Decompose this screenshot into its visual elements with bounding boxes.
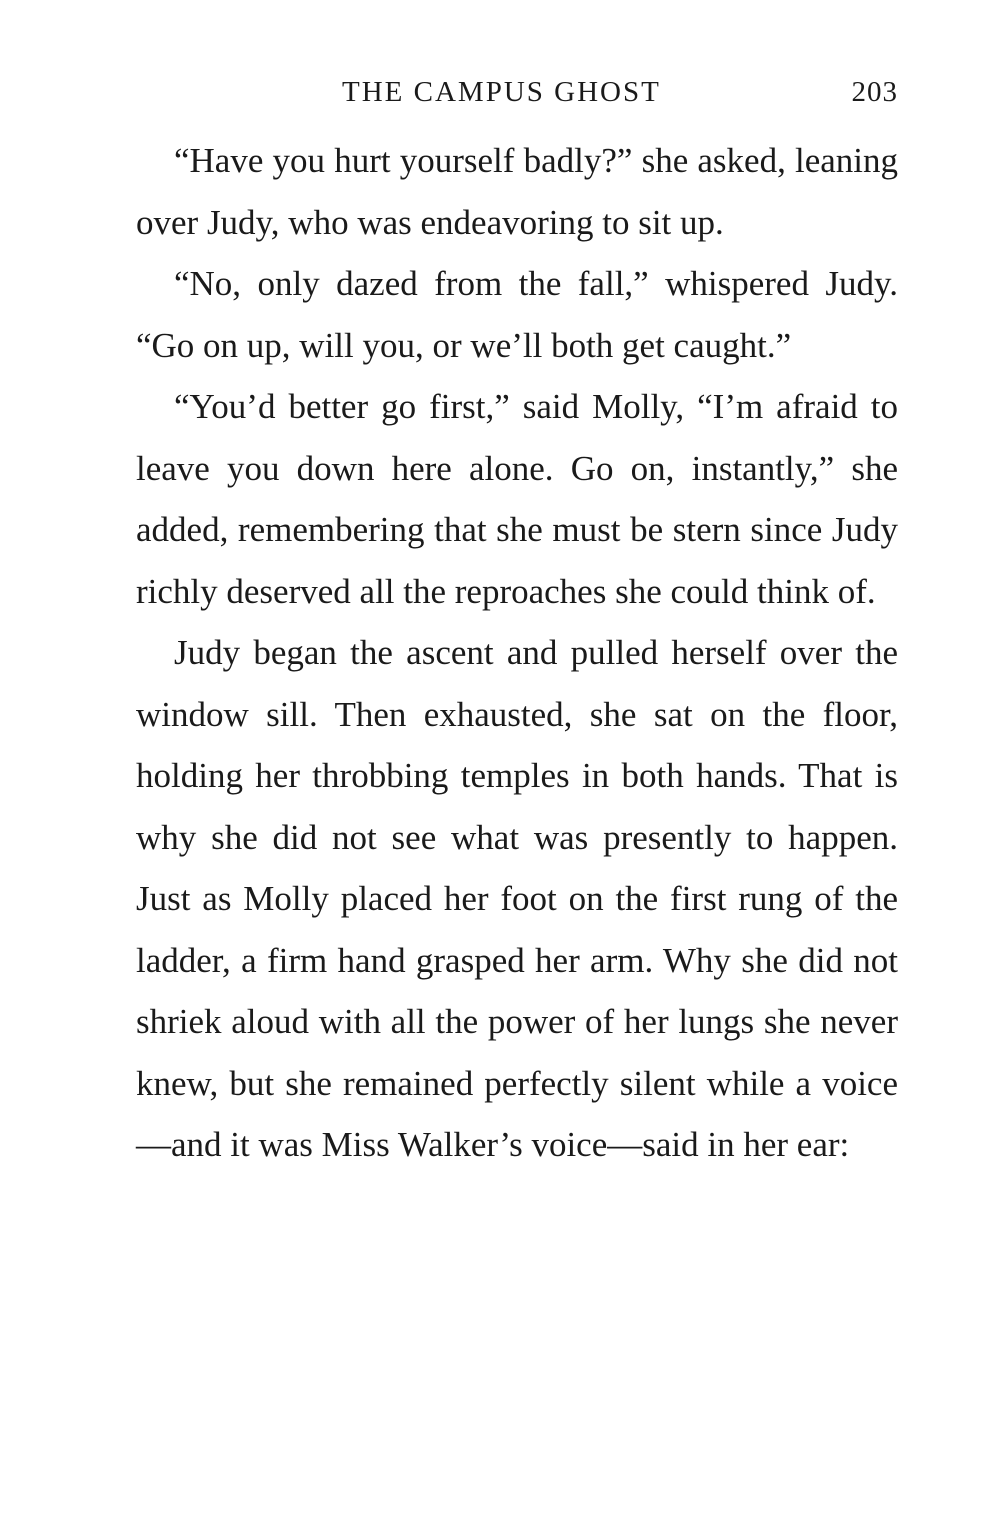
- paragraph-3: “You’d better go first,” said Molly, “I’m afraid to leave you down here alone. Go on, instantly,” she added, remembering that she must be stern since Judy richly deserved all the reproaches she could think of.: [136, 387, 898, 611]
- paragraph-1: “Have you hurt yourself badly?” she asked, leaning over Judy, who was endeavoring to sit up.: [136, 141, 898, 242]
- running-title: THE CAMPUS GHOST: [342, 76, 661, 108]
- page-number: 203: [851, 76, 898, 108]
- paragraph-2: “No, only dazed from the fall,” whispered Judy. “Go on up, will you, or we’ll both get caught.”: [136, 264, 898, 365]
- body-text: [136, 130, 898, 1176]
- running-head: [136, 72, 898, 112]
- paragraph-4: Judy began the ascent and pulled herself over the window sill. Then exhausted, she sat on the floor, holding her throbbing temples in both hands. That is why she did not see what was presently to happen. Just as Molly placed her foot on the first rung of the ladder, a firm hand grasped her arm. Why she did not shriek aloud with all the power of her lungs she never knew, but she remained perfectly silent while a voice—and it was Miss Walker’s voice—said in her ear:: [136, 633, 898, 1164]
